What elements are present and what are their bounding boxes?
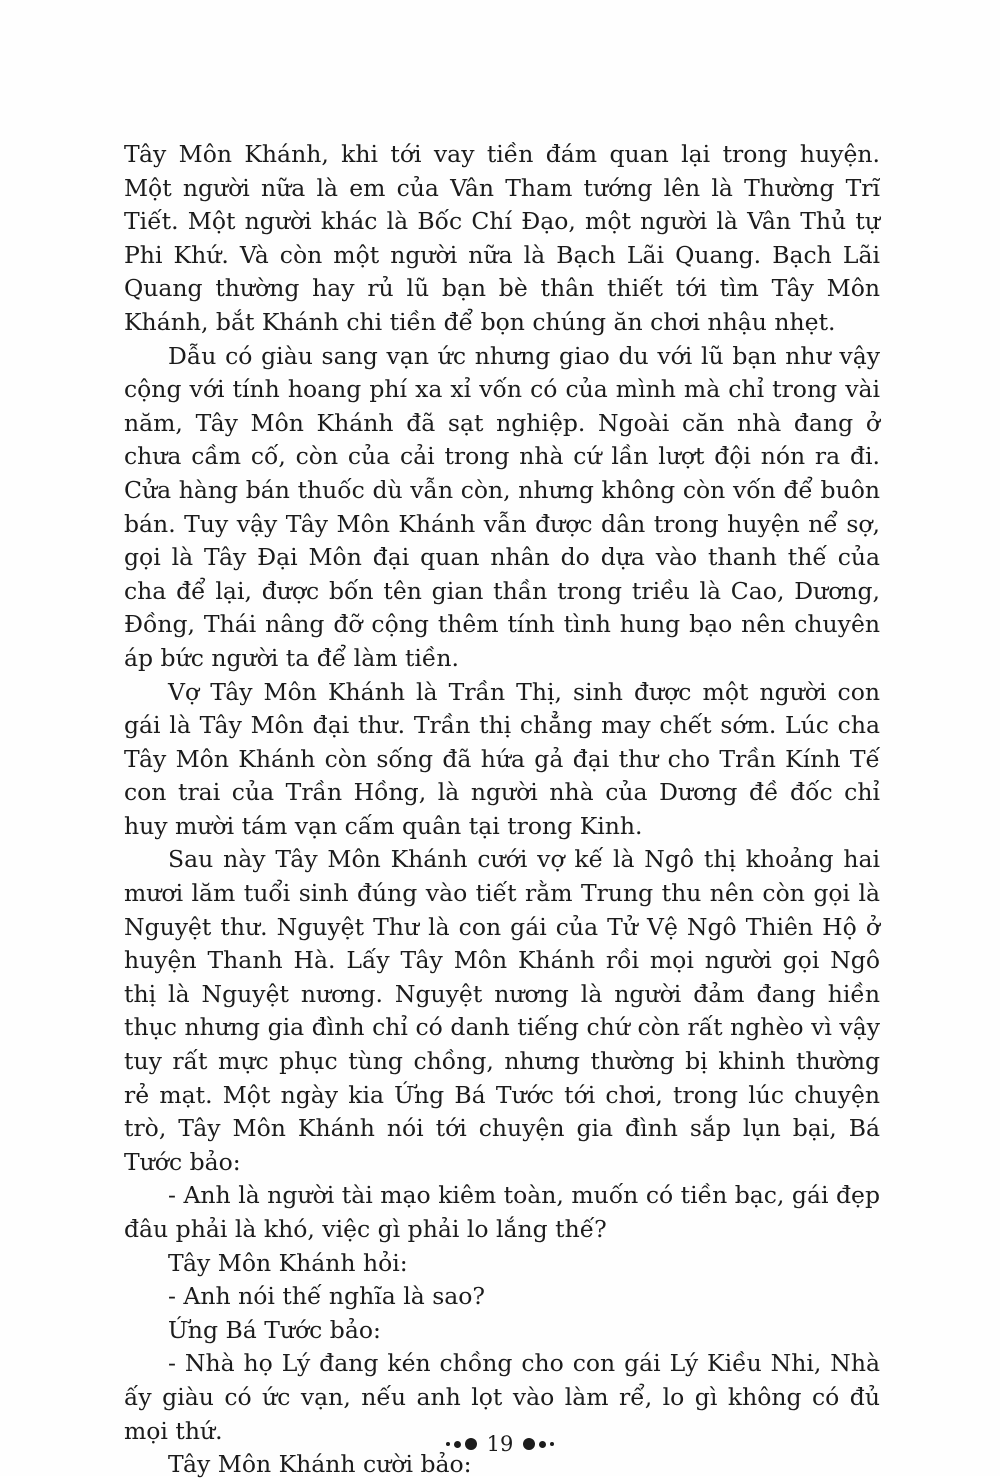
dialogue-line-4: Ứng Bá Tước bảo: — [168, 1315, 381, 1344]
ornament-dot-icon — [446, 1442, 450, 1446]
dialogue-line-6: Tây Môn Khánh cười bảo: — [168, 1450, 472, 1479]
dialogue-line-1: - Anh là người tài mạo kiêm toàn, muốn có tiền bạc, gái đẹp đâu phải là khó, việc gì phải lo lắng thế? — [124, 1181, 880, 1243]
ornament-dot-icon — [539, 1441, 546, 1448]
ornament-dot-icon — [465, 1438, 477, 1450]
page-body — [124, 138, 880, 1482]
page-number: 19 — [486, 1432, 514, 1456]
paragraph-4: Sau này Tây Môn Khánh cưới vợ kế là Ngô thị khoảng hai mươi lăm tuổi sinh đúng vào tiết rằm Trung thu nên còn gọi là Nguyệt thư. Nguyệt Thư là con gái của Tử Vệ Ngô Thiên Hộ ở huyện Thanh Hà. Lấy Tây Môn Khánh rồi mọi người gọi Ngô thị là Nguyệt nương. Nguyệt nương là người đảm đang hiền thục nhưng gia đình chỉ có danh tiếng chứ còn rất nghèo vì vậy tuy rất mực phục tùng chồng, nhưng thường bị khinh thường rẻ mạt. Một ngày kia Ứng Bá Tước tới chơi, trong lúc chuyện trò, Tây Môn Khánh nói tới chuyện gia đình sắp lụn bại, Bá Tước bảo: — [124, 845, 880, 1176]
ornament-dot-icon — [523, 1438, 535, 1450]
ornament-dot-icon — [550, 1442, 554, 1446]
dialogue-line-2: Tây Môn Khánh hỏi: — [168, 1248, 408, 1277]
dialogue-line-5: - Nhà họ Lý đang kén chồng cho con gái Lý Kiều Nhi, Nhà ấy giàu có ức vạn, nếu anh lọt vào làm rể, lo gì không có đủ mọi thứ. — [124, 1349, 880, 1445]
paragraph-2: Dẫu có giàu sang vạn ức nhưng giao du với lũ bạn như vậy cộng với tính hoang phí xa xỉ vốn có của mình mà chỉ trong vài năm, Tây Môn Khánh đã sạt nghiệp. Ngoài căn nhà đang ở chưa cầm cố, còn của cải trong nhà cứ lần lượt đội nón ra đi. Cửa hàng bán thuốc dù vẫn còn, nhưng không còn vốn để buôn bán. Tuy vậy Tây Môn Khánh vẫn được dân trong huyện nể sợ, gọi là Tây Đại Môn đại quan nhân do dựa vào thanh thế của cha để lại, được bốn tên gian thần trong triều là Cao, Dương, Đồng, Thái nâng đỡ cộng thêm tính tình hung bạo nên chuyên áp bức người ta để làm tiền. — [124, 341, 880, 672]
ornament-dot-icon — [454, 1441, 461, 1448]
dialogue-line-3: - Anh nói thế nghĩa là sao? — [168, 1282, 486, 1311]
paragraph-3: Vợ Tây Môn Khánh là Trần Thị, sinh được một người con gái là Tây Môn đại thư. Trần thị chẳng may chết sớm. Lúc cha Tây Môn Khánh còn sống đã hứa gả đại thư cho Trần Kính Tế con trai của Trần Hồng, là người nhà của Dương đề đốc chỉ huy mười tám vạn cấm quân tại trong Kinh. — [124, 677, 880, 840]
paragraph-1: Tây Môn Khánh, khi tới vay tiền đám quan lại trong huyện. Một người nữa là em của Vân Tham tướng lên là Thường Trĩ Tiết. Một người khác là Bốc Chí Đạo, một người là Vân Thủ tự Phi Khứ. Và còn một người nữa là Bạch Lãi Quang. Bạch Lãi Quang thường hay rủ lũ bạn bè thân thiết tới tìm Tây Môn Khánh, bắt Khánh chi tiền để bọn chúng ăn chơi nhậu nhẹt. — [124, 140, 880, 336]
page-footer — [0, 1432, 1000, 1456]
